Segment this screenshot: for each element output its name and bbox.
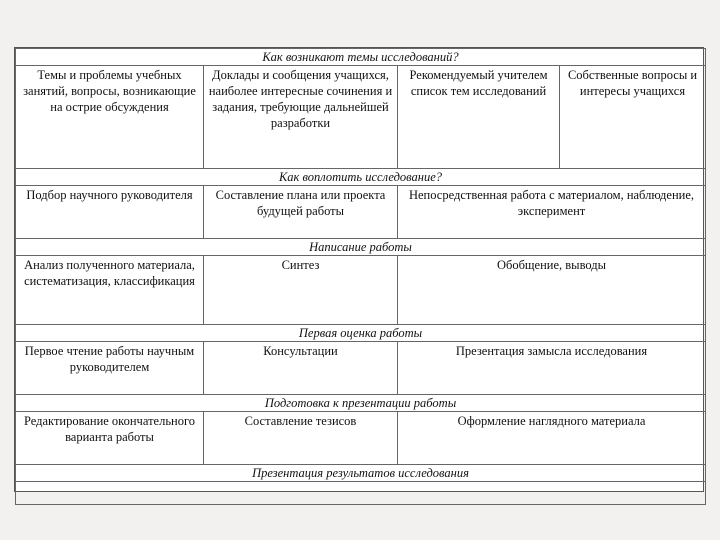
section-title-writing: Написание работы (16, 239, 706, 256)
cell-topics-classes: Темы и проблемы учебных занятий, вопросы, возникающие на острие обсуждения (16, 66, 204, 169)
cell-writing-conclusions: Обобщение, выводы (398, 256, 706, 325)
cell-evaluation-presentation: Презентация замысла исследования (398, 342, 706, 395)
cell-implement-work: Непосредственная работа с материалом, наблюдение, эксперимент (398, 186, 706, 239)
cell-implement-plan: Составление плана или проекта будущей работы (204, 186, 398, 239)
section-title-topics: Как возникают темы исследований? (16, 49, 706, 66)
section-title-preparation: Подготовка к презентации работы (16, 395, 706, 412)
cell-preparation-visuals: Оформление наглядного материала (398, 412, 706, 465)
stages-table (15, 48, 706, 505)
cell-topics-recommended: Рекомендуемый учителем список тем исследований (398, 66, 560, 169)
section-title-presentation: Презентация результатов исследования (16, 465, 706, 482)
cell-topics-own: Собственные вопросы и интересы учащихся (560, 66, 706, 169)
cell-evaluation-reading: Первое чтение работы научным руководителем (16, 342, 204, 395)
cell-preparation-editing: Редактирование окончательного варианта работы (16, 412, 204, 465)
empty-final-row (16, 482, 706, 505)
cell-evaluation-consult: Консультации (204, 342, 398, 395)
section-title-evaluation: Первая оценка работы (16, 325, 706, 342)
cell-preparation-theses: Составление тезисов (204, 412, 398, 465)
cell-topics-reports: Доклады и сообщения учащихся, наиболее интересные сочинения и задания, требующие дальнейшей разработки (204, 66, 398, 169)
cell-writing-synthesis: Синтез (204, 256, 398, 325)
section-title-implement: Как воплотить исследование? (16, 169, 706, 186)
cell-implement-supervisor: Подбор научного руководителя (16, 186, 204, 239)
cell-writing-analysis: Анализ полученного материала, систематизация, классификация (16, 256, 204, 325)
research-stages-table (14, 47, 704, 492)
